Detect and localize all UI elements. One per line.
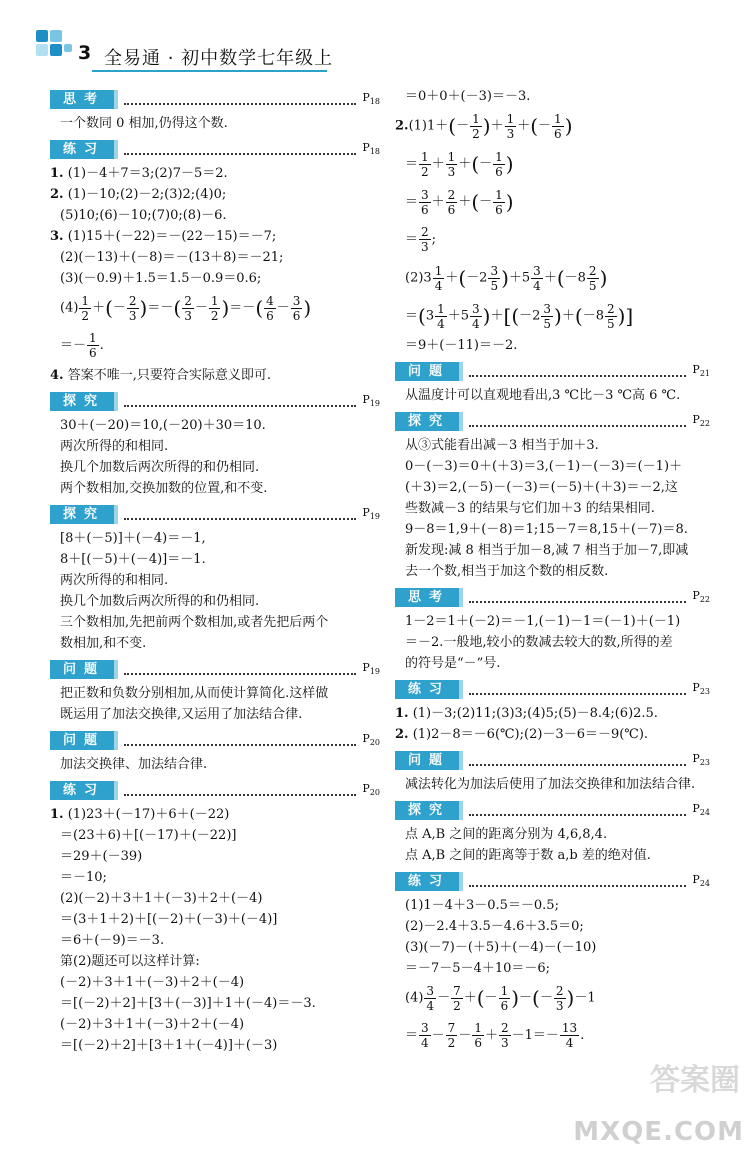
text-line: 三个数相加,先把前两个数相加,或者先把后两个 [60, 615, 329, 630]
leader-dots [124, 396, 356, 407]
leader-dots [469, 416, 686, 427]
section-badge: 思考 [395, 588, 459, 607]
text-line: 1－2＝1＋(－2)＝－1,(－1)－1＝(－1)＋(－1) [405, 614, 681, 629]
text-line: 点 A,B 之间的距离等于数 a,b 差的绝对值. [405, 848, 651, 863]
page-ref: $P_{24}$ [692, 873, 710, 889]
text-line: 数相加,和不变. [60, 636, 147, 651]
answer-line: 1. (1)－4＋7＝3;(2)7－5＝2. [50, 166, 228, 181]
page-ref: $P_{19}$ [362, 393, 380, 409]
answer-line: ＝－10; [60, 870, 107, 885]
page-ref: $P_{19}$ [362, 661, 380, 677]
page-ref: $P_{21}$ [692, 363, 710, 379]
section-header [395, 411, 710, 431]
section-header [395, 361, 710, 381]
page-ref: $P_{20}$ [362, 732, 380, 748]
page-number: 3 [78, 42, 92, 64]
section-badge: 问题 [395, 751, 459, 770]
leader-dots [124, 144, 356, 155]
text-line: 既运用了加法交换律,又运用了加法结合律. [60, 707, 303, 722]
section-badge: 问题 [395, 362, 459, 381]
fraction-line: 2.(1)1＋(－ $\frac{1}{2}$ )＋ $\frac{1}{3}$ ＋(－ $\frac{1}{6}$ ) [395, 111, 573, 141]
text-line: 30＋(－20)＝10,(－20)＋30＝10. [60, 418, 266, 433]
section-header [395, 871, 710, 891]
text-line: 从③式能看出减－3 相当于加＋3. [405, 438, 599, 453]
fraction-line: ＝ $\frac{3}{6}$ ＋ $\frac{2}{6}$ ＋(－ $\frac{1}{6}$ ) [405, 187, 514, 217]
leader-dots [469, 805, 686, 816]
text-line: 一个数同 0 相加,仍得这个数. [60, 116, 228, 131]
answer-line: 3. (1)15＋(－22)＝－(22－15)＝－7; [50, 229, 277, 244]
right-column [395, 84, 710, 1055]
page-ref: $P_{18}$ [362, 91, 380, 107]
leader-dots [469, 684, 686, 695]
watermark-text: MXQE.COM [573, 1117, 744, 1147]
leader-dots [469, 366, 686, 377]
watermark-logo: 答案圈 [650, 1063, 740, 1098]
page-ref: $P_{20}$ [362, 782, 380, 798]
leader-dots [124, 785, 356, 796]
leader-dots [469, 755, 686, 766]
section-badge: 思考 [50, 90, 114, 109]
answer-line: (2)－2.4＋3.5－4.6＋3.5＝0; [405, 919, 584, 934]
fraction-line: ＝ $\frac{1}{2}$ ＋ $\frac{1}{3}$ ＋(－ $\frac{1}{6}$ ) [405, 149, 514, 179]
text-line: (＋3)＝2,(－5)－(－3)＝(－5)＋(＋3)＝－2,这 [405, 480, 678, 495]
page-header [0, 0, 750, 84]
page-ref: $P_{23}$ [692, 681, 710, 697]
section-badge: 探究 [50, 505, 114, 524]
text-line: 两次所得的和相同. [60, 573, 169, 588]
leader-dots [469, 876, 686, 887]
text-line: 加法交换律、加法结合律. [60, 757, 208, 772]
text-line: 从温度计可以直观地看出,3 ℃比－3 ℃高 6 ℃. [405, 388, 681, 403]
section-header [50, 504, 380, 524]
text-line: 换几个加数后两次所得的和仍相同. [60, 594, 260, 609]
section-header [395, 750, 710, 770]
answer-line: ＝[(－2)＋2]＋[3＋(－3)]＋1＋(－4)＝－3. [60, 996, 316, 1011]
answer-line: 2. (1)2－8＝－6(℃);(2)－3－6＝－9(℃). [395, 727, 649, 742]
answer-line: (3)(－7)－(＋5)＋(－4)－(－10) [405, 940, 597, 955]
answer-line: ＝9＋(－11)＝－2. [405, 338, 518, 353]
section-badge: 练习 [395, 872, 459, 891]
text-line: 新发现:减 8 相当于加－8,减 7 相当于加－7,即减 [405, 543, 689, 558]
leader-dots [469, 592, 686, 603]
answer-line: (5)10;(6)－10;(7)0;(8)－6. [60, 208, 227, 223]
answer-line: 4. 答案不唯一,只要符合实际意义即可. [50, 368, 271, 383]
section-badge: 练习 [395, 680, 459, 699]
text-line: 两次所得的和相同. [60, 439, 169, 454]
leader-dots [124, 94, 356, 105]
fraction-line: (4) $\frac{3}{4}$ － $\frac{7}{2}$ ＋(－ $\frac{1}{6}$ )－(－ $\frac{2}{3}$ )－1 [405, 983, 596, 1013]
fraction-line: (4) $\frac{1}{2}$ ＋(－ $\frac{2}{3}$ )＝－( $\frac{2}{3}$ － $\frac{1}{2}$ )＝－( $\frac{4}{6}$ － $\frac{3}{6}$ ) [60, 293, 312, 323]
section-header [395, 587, 710, 607]
page-ref: $P_{23}$ [692, 752, 710, 768]
answer-line: 1. (1)23＋(－17)＋6＋(－22) [50, 807, 230, 822]
section-badge: 问题 [50, 660, 114, 679]
text-line: 减法转化为加法后使用了加法交换律和加法结合律. [405, 777, 696, 792]
answer-line: (2)(－13)＋(－8)＝－(13＋8)＝－21; [60, 250, 284, 265]
text-line: ＝－2.一般地,较小的数减去较大的数,所得的差 [405, 635, 673, 650]
leader-dots [124, 735, 356, 746]
section-badge: 探究 [50, 392, 114, 411]
fraction-line: ＝ $\frac{3}{4}$ － $\frac{7}{2}$ － $\frac{1}{6}$ ＋ $\frac{2}{3}$ －1＝－ $\frac{13}{4}$ . [405, 1021, 585, 1050]
fraction-line: (2)3 $\frac{1}{4}$ ＋(－2 $\frac{3}{5}$ )＋5 $\frac{3}{4}$ ＋(－8 $\frac{2}{5}$ ) [405, 263, 608, 293]
answer-line: 第(2)题还可以这样计算: [60, 954, 200, 969]
left-column [50, 84, 380, 1056]
text-line: 换几个加数后两次所得的和仍相同. [60, 460, 260, 475]
section-header [50, 89, 380, 109]
section-header [50, 659, 380, 679]
page-ref: $P_{18}$ [362, 141, 380, 157]
text-line: 0－(－3)＝0＋(＋3)＝3,(－1)－(－3)＝(－1)＋ [405, 459, 683, 474]
text-line: 8＋[(－5)＋(－4)]＝－1. [60, 552, 206, 567]
page-ref: $P_{19}$ [362, 506, 380, 522]
section-header [50, 730, 380, 750]
answer-line: ＝29＋(－39) [60, 849, 143, 864]
section-badge: 练习 [50, 140, 114, 159]
section-header [50, 139, 380, 159]
answer-line: 1. (1)－3;(2)11;(3)3;(4)5;(5)－8.4;(6)2.5. [395, 706, 658, 721]
fraction-line: ＝(3 $\frac{1}{4}$ ＋5 $\frac{3}{4}$ )＋[(－2 $\frac{3}{5}$ )＋(－8 $\frac{2}{5}$ )] [405, 301, 634, 331]
text-line: 两个数相加,交换加数的位置,和不变. [60, 481, 268, 496]
fraction-line: ＝ $\frac{2}{3}$ ; [405, 225, 437, 254]
section-header [395, 679, 710, 699]
section-badge: 探究 [395, 801, 459, 820]
leader-dots [124, 664, 356, 675]
answer-line: (－2)＋3＋1＋(－3)＋2＋(－4) [60, 1017, 245, 1032]
answer-line: (－2)＋3＋1＋(－3)＋2＋(－4) [60, 975, 245, 990]
text-line: 把正数和负数分别相加,从而使计算简化.这样做 [60, 686, 329, 701]
section-badge: 练习 [50, 781, 114, 800]
text-line: 9－8＝1,9＋(－8)＝1;15－7＝8,15＋(－7)＝8. [405, 522, 688, 537]
book-title: 全易通 · 初中数学七年级上 [104, 48, 334, 69]
text-line: 去一个数,相当于加这个数的相反数. [405, 564, 609, 579]
header-rule [92, 70, 327, 72]
fraction-line: ＝－ $\frac{1}{6}$ . [60, 331, 104, 360]
text-line: 些数减－3 的结果与它们加＋3 的结果相同. [405, 501, 655, 516]
page-ref: $P_{24}$ [692, 802, 710, 818]
answer-line: ＝－7－5－4＋10＝－6; [405, 961, 551, 976]
text-line: [8＋(－5)]＋(－4)＝－1, [60, 531, 206, 546]
answer-line: (1)1－4＋3－0.5＝－0.5; [405, 898, 559, 913]
answer-line: ＝(23＋6)＋[(－17)＋(－22)] [60, 828, 237, 843]
page-ref: $P_{22}$ [692, 589, 710, 605]
answer-line: (2)(－2)＋3＋1＋(－3)＋2＋(－4) [60, 891, 263, 906]
page-ref: $P_{22}$ [692, 413, 710, 429]
logo-squares-icon [36, 30, 78, 72]
text-line: 点 A,B 之间的距离分别为 4,6,8,4. [405, 827, 608, 842]
section-badge: 探究 [395, 412, 459, 431]
answer-line: ＝[(－2)＋2]＋[3＋1＋(－4)]＋(－3) [60, 1038, 278, 1053]
answer-line: 2. (1)－10;(2)－2;(3)2;(4)0; [50, 187, 227, 202]
text-line: 的符号是“－”号. [405, 656, 501, 671]
section-header [50, 780, 380, 800]
answer-line: ＝0＋0＋(－3)＝－3. [405, 89, 531, 104]
section-header [50, 391, 380, 411]
answer-line: ＝6＋(－9)＝－3. [60, 933, 165, 948]
answer-line: ＝(3＋1＋2)＋[(－2)＋(－3)＋(－4)] [60, 912, 278, 927]
section-badge: 问题 [50, 731, 114, 750]
leader-dots [124, 509, 356, 520]
section-header [395, 800, 710, 820]
answer-line: (3)(－0.9)＋1.5＝1.5－0.9＝0.6; [60, 271, 262, 286]
